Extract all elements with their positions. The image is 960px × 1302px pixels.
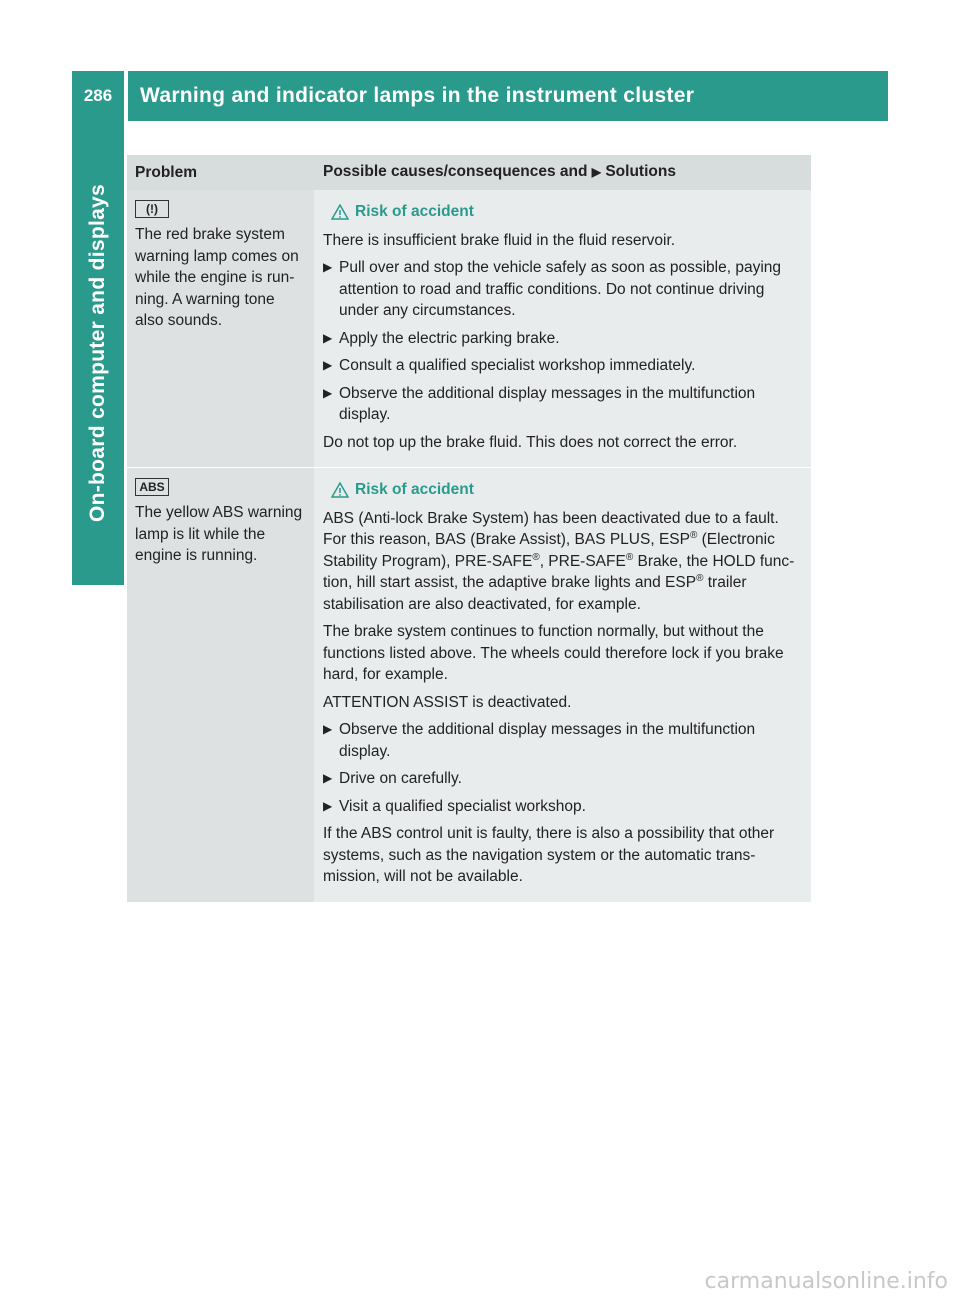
fault-text-part: (Electronic Stability Program), PRE-SAFE — [323, 531, 775, 570]
section-tab — [72, 121, 124, 585]
play-arrow-icon: ▶ — [591, 165, 602, 180]
problem-text: The red brake system warning lamp comes on while the engine is run- ning. A warning tone also sounds. — [135, 226, 299, 329]
brake-system-text: The brake system continues to function normally, but without the functions listed above. The wheels could therefore lock if you brake hard, for example. — [323, 623, 784, 683]
attention-assist-text: ATTENTION ASSIST is deactivated. — [323, 693, 572, 711]
problem-cell — [127, 190, 314, 468]
note-text: If the ABS control unit is faulty, there is also a possibility that other systems, such as the navigation system or the automatic trans- mission, will not be available. — [323, 825, 775, 885]
step-arrow-icon: ▶ — [323, 798, 333, 813]
table-row — [127, 468, 811, 902]
list-item — [323, 383, 805, 426]
table-row — [127, 190, 811, 468]
page-title: Warning and indicator lamps in the instrument cluster — [128, 71, 888, 121]
step-arrow-icon: ▶ — [323, 385, 333, 400]
warning-heading — [323, 479, 805, 501]
solution-cell — [314, 190, 811, 468]
section-tab-label: On-board computer and displays — [86, 183, 109, 523]
fault-text-part: trailer stabilisation are also deactivated, for example. — [323, 574, 747, 613]
note-text: Do not top up the brake fluid. This does not correct the error. — [323, 433, 738, 451]
step-arrow-icon: ▶ — [323, 722, 333, 736]
fault-text-part: Brake, the HOLD func- tion, hill start assist, the adaptive brake lights and ESP — [323, 552, 795, 591]
warning-lamps-table — [127, 155, 811, 902]
registered-mark: ® — [625, 551, 634, 563]
step-text: Observe the additional display messages in the multifunction display. — [339, 384, 756, 423]
step-text: Visit a qualified specialist workshop. — [339, 797, 586, 815]
warning-label: Risk of accident — [355, 203, 474, 220]
warning-heading — [323, 201, 805, 223]
intro-text: There is insufficient brake fluid in the fluid reservoir. — [323, 231, 676, 249]
registered-mark: ® — [532, 551, 540, 563]
column-header-problem: Problem — [127, 155, 314, 190]
list-item — [323, 796, 805, 818]
step-arrow-icon: ▶ — [323, 330, 333, 345]
solution-cell — [314, 468, 811, 902]
step-arrow-icon: ▶ — [323, 260, 333, 274]
registered-mark: ® — [696, 572, 704, 584]
column-header-solutions-prefix: Possible causes/consequences and — [323, 163, 588, 181]
step-text: Observe the additional display messages in the multifunction display. — [339, 721, 756, 760]
problem-cell — [127, 468, 314, 902]
step-text: Consult a qualified specialist workshop immediately. — [339, 357, 696, 374]
column-header-solutions-suffix: Solutions — [605, 163, 676, 181]
registered-mark: ® — [689, 529, 698, 541]
abs-warning-lamp-icon: ABS — [135, 478, 169, 496]
step-text: Drive on carefully. — [339, 770, 462, 787]
list-item — [323, 328, 805, 350]
list-item — [323, 768, 805, 790]
fault-description — [323, 508, 805, 616]
problem-text: The yellow ABS warning lamp is lit while the engine is running. — [135, 504, 303, 564]
list-item — [323, 257, 805, 322]
step-text: Apply the electric parking brake. — [339, 329, 560, 347]
list-item — [323, 719, 805, 762]
warning-triangle-icon — [331, 204, 349, 220]
brake-warning-lamp-icon: (!) — [135, 200, 169, 218]
column-header-solutions — [314, 155, 811, 190]
step-arrow-icon: ▶ — [323, 358, 333, 372]
page-number: 286 — [72, 71, 124, 121]
warning-triangle-icon — [331, 482, 349, 498]
fault-text-part: , PRE-SAFE — [539, 552, 626, 570]
step-arrow-icon: ▶ — [323, 771, 333, 785]
warning-label: Risk of accident — [355, 481, 474, 498]
watermark: carmanualsonline.info — [704, 1269, 948, 1294]
list-item — [323, 355, 805, 377]
step-text: Pull over and stop the vehicle safely as soon as possible, paying attention to road and traffic conditions. Do not continue driving under any circumstances. — [339, 259, 782, 319]
fault-text-part: ABS (Anti-lock Brake System) has been deactivated due to a fault. For this reason, BAS (Brake Assist), BAS PLUS, ESP — [323, 509, 779, 548]
